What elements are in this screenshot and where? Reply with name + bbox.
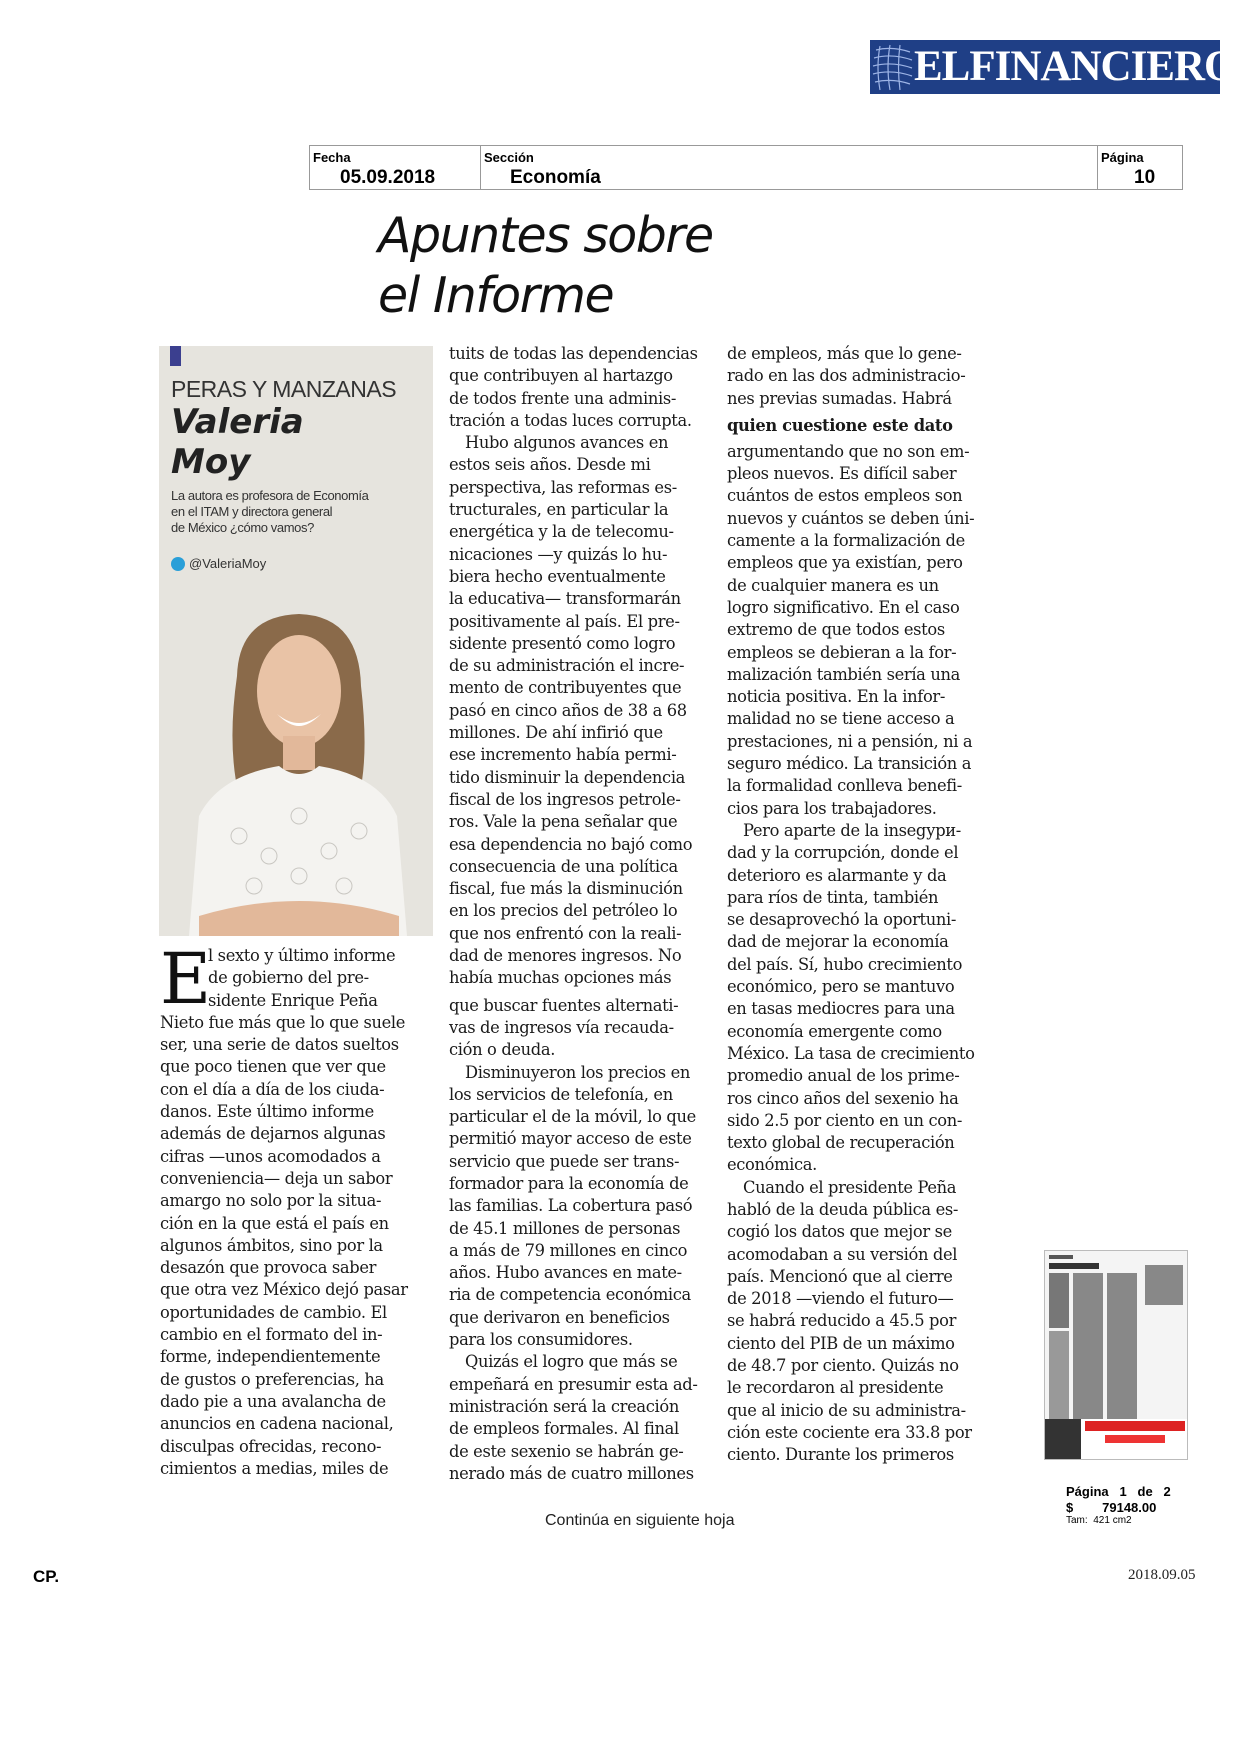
article-line: perspectiva, las reformas es-	[449, 477, 677, 497]
article-line: que poco tienen que ver que	[160, 1057, 386, 1077]
article-line: particular el de la móvil, lo que	[449, 1107, 696, 1127]
article-line: logro significativo. En el caso	[727, 597, 960, 617]
article-line: rado en las dos administracio-	[727, 366, 966, 386]
article-line: malización también sería una	[727, 664, 960, 684]
article-line: servicio que puede ser trans-	[449, 1151, 680, 1171]
page-count: Página 1 de 2	[1066, 1484, 1171, 1499]
twitter-handle-text: @ValeriaMoy	[189, 556, 267, 571]
article-line: cios para los trabajadores.	[727, 798, 937, 818]
article-line: ciento del PIB de un máximo	[727, 1333, 955, 1353]
article-line: extremo de que todos estos	[727, 620, 945, 640]
article-line: danos. Este último informe	[160, 1102, 374, 1122]
article-line: años. Hubo avances en mate-	[449, 1263, 682, 1283]
column-2-part-1	[449, 343, 698, 990]
article-line: tructurales, en particular la	[449, 500, 669, 520]
article-line: mento de contribuyentes que	[449, 678, 682, 698]
column-3-part-2	[727, 441, 975, 1467]
article-line: que buscar fuentes alternati-	[449, 995, 679, 1015]
article-line: de 48.7 por ciento. Quizás no	[727, 1356, 959, 1376]
author-name	[171, 402, 431, 482]
article-line: los servicios de telefonía, en	[449, 1084, 673, 1104]
fecha-value: 05.09.2018	[340, 167, 436, 188]
article-line: de 45.1 millones de personas	[449, 1218, 681, 1238]
article-line: vas de ingresos vía recauda-	[449, 1017, 674, 1037]
article-line: conveniencia— deja un sabor	[160, 1168, 393, 1188]
article-line: Nieto fue más que lo que suele	[160, 1012, 406, 1032]
column-section-name: PERAS Y MANZANAS	[171, 376, 397, 402]
article-line: tido disminuir la dependencia	[449, 767, 686, 787]
article-line: de empleos, más que lo gene-	[727, 344, 962, 363]
article-line: cogió los datos que mejor se	[727, 1222, 952, 1242]
logo-text: ELFINANCIERO	[914, 43, 1237, 90]
article-line: para los consumidores.	[449, 1330, 633, 1350]
article-line: además de dejarnos algunas	[160, 1124, 386, 1144]
article-line: la formalidad conlleva benefi-	[727, 776, 962, 796]
headline-line-1: Apuntes sobre	[378, 207, 713, 264]
article-line: de su administración el incre-	[449, 656, 685, 676]
article-line: fiscal de los ingresos petrole-	[449, 789, 681, 809]
article-line: desazón que provoca saber	[160, 1258, 377, 1278]
article-line: ción o deuda.	[449, 1040, 556, 1060]
article-line: país. Mencionó que al cierre	[727, 1266, 953, 1286]
article-line: de empleos formales. Al final	[449, 1419, 679, 1439]
article-line: energética y la de telecomu-	[449, 522, 674, 542]
article-line: Cuando el presidente Peña	[743, 1177, 957, 1197]
article-column-2	[449, 343, 698, 1485]
article-line: l sexto y último informe	[208, 946, 396, 965]
article-line: nicaciones —y quizás lo hu-	[449, 544, 668, 564]
article-line: camente a la formalización de	[727, 531, 965, 551]
fecha-cell	[310, 146, 481, 189]
article-line: oportunidades de cambio. El	[160, 1302, 387, 1322]
article-column-1	[160, 938, 408, 1480]
article-line: se desaprovechó la oportuni-	[727, 910, 957, 930]
continua-label: Continúa en siguiente hoja	[545, 1512, 735, 1529]
article-line: de 2018 —viendo el futuro—	[727, 1289, 954, 1309]
ad-value: $ 79148.00	[1066, 1500, 1157, 1515]
author-photo	[159, 586, 433, 936]
article-line: ese incremento había permi-	[449, 745, 677, 765]
seccion-value: Economía	[510, 167, 601, 188]
article-line: a más de 79 millones en cinco	[449, 1240, 688, 1260]
article-line: ciento. Durante los primeros	[727, 1445, 954, 1465]
article-line: había muchas opciones más	[449, 968, 672, 988]
article-line: en tasas mediocres para una	[727, 999, 955, 1019]
article-line: sidente presentó como logro	[449, 633, 676, 653]
seccion-label: Sección	[484, 150, 534, 165]
article-line: forme, independientemente	[160, 1347, 381, 1367]
author-name-line-1: Valeria	[171, 402, 304, 442]
article-line: que otra vez México dejó pasar	[160, 1280, 408, 1300]
column-2-part-2	[449, 995, 698, 1486]
article-line: biera hecho eventualmente	[449, 566, 666, 586]
article-line: habló de la deuda pública es-	[727, 1199, 959, 1219]
globe-icon	[870, 40, 914, 94]
pagina-value: 10	[1134, 167, 1156, 188]
article-line: economía emergente como	[727, 1021, 942, 1041]
article-line: deterioro es alarmante y da	[727, 865, 947, 885]
article-line: sidente Enrique Peña	[208, 990, 378, 1010]
article-line: pleos nuevos. Es difícil saber	[727, 464, 957, 484]
article-line: para ríos de tinta, también	[727, 887, 939, 907]
twitter-icon	[171, 557, 185, 571]
article-line: nuevos y cuántos se deben úni-	[727, 508, 975, 528]
footer-date: 2018.09.05	[1128, 1567, 1196, 1583]
column-3-part-1	[727, 343, 975, 410]
article-line: empeñará en presumir esta ad-	[449, 1374, 698, 1394]
article-line: Hubo algunos avances en	[465, 433, 669, 453]
article-line: esa dependencia no bajó como	[449, 834, 693, 854]
article-line: ministración será la creación	[449, 1396, 679, 1416]
article-line: de gustos o preferencias, ha	[160, 1369, 384, 1389]
twitter-handle	[171, 556, 266, 571]
article-line: dado pie a una avalancha de	[160, 1391, 386, 1411]
article-line: económico, pero se mantuvo	[727, 977, 955, 997]
headline	[378, 206, 798, 326]
article-line: dad y la corrupción, donde el	[727, 843, 959, 863]
article-line: empleos que ya existían, pero	[727, 553, 963, 573]
article-line: ros. Vale la pena señalar que	[449, 812, 678, 832]
article-line: pasó en cinco años de 38 a 68	[449, 700, 687, 720]
article-line: las familias. La cobertura pasó	[449, 1196, 693, 1216]
pagina-cell	[1098, 146, 1182, 189]
drop-cap: E	[160, 938, 212, 1020]
article-line: que nos enfrentó con la reali-	[449, 923, 682, 943]
article-line: tración a todas luces corrupta.	[449, 410, 692, 430]
article-line: que al inicio de su administra-	[727, 1400, 966, 1420]
author-bio-line: en el ITAM y directora general	[171, 504, 333, 519]
author-bio-line: de México ¿cómo vamos?	[171, 520, 314, 535]
article-line: prestaciones, ni a pensión, ni a	[727, 731, 973, 751]
article-line: formador para la economía de	[449, 1173, 689, 1193]
author-bio	[171, 488, 411, 536]
seccion-cell	[481, 146, 1098, 189]
article-line: promedio anual de los prime-	[727, 1066, 960, 1086]
article-line: la educativa— transformarán	[449, 589, 681, 609]
article-line: Quizás el logro que más se	[465, 1352, 678, 1372]
article-line: cifras —unos acomodados a	[160, 1146, 381, 1166]
author-bio-line: La autora es profesora de Economía	[171, 488, 369, 503]
article-line: disculpas ofrecidas, recono-	[160, 1436, 382, 1456]
article-line: económica.	[727, 1155, 817, 1175]
article-line: sido 2.5 por ciento en un con-	[727, 1110, 963, 1130]
article-line: anuncios en cadena nacional,	[160, 1414, 394, 1434]
article-line: de todos frente una adminis-	[449, 388, 676, 408]
article-line: acomodaban a su versión del	[727, 1244, 958, 1264]
author-name-line-2: Moy	[171, 442, 251, 482]
article-line: ser, una serie de datos sueltos	[160, 1035, 399, 1055]
article-line: amargo no solo por la situa-	[160, 1191, 382, 1211]
article-line: fiscal, fue más la disminución	[449, 879, 683, 899]
article-line: algunos ámbitos, sino por la	[160, 1235, 383, 1255]
headline-line-2: el Informe	[378, 267, 614, 324]
article-line: de gobierno del pre-	[208, 968, 369, 988]
article-line: seguro médico. La transición a	[727, 754, 972, 774]
page-info	[1066, 1484, 1196, 1526]
article-line: positivamente al país. El pre-	[449, 611, 680, 631]
article-line: ria de competencia económica	[449, 1285, 691, 1305]
pagina-label: Página	[1101, 150, 1144, 165]
article-line: que derivaron en beneficios	[449, 1307, 670, 1327]
article-line: en los precios del petróleo lo	[449, 901, 678, 921]
article-line: ción en la que está el país en	[160, 1213, 389, 1233]
article-line: texto global de recuperación	[727, 1133, 955, 1153]
article-line: nes previas sumadas. Habrá	[727, 388, 952, 408]
article-line: de cualquier manera es un	[727, 575, 939, 595]
article-line: permitió mayor acceso de este	[449, 1129, 692, 1149]
article-line: tuits de todas las dependencias	[449, 344, 698, 363]
article-line: consecuencia de una política	[449, 856, 678, 876]
article-line: México. La tasa de crecimiento	[727, 1043, 975, 1063]
bookmark-icon	[170, 346, 181, 366]
article-line: empleos se debieran a la for-	[727, 642, 957, 662]
article-line: de este sexenio se habrán ge-	[449, 1441, 684, 1461]
article-line: malidad no se tiene acceso a	[727, 709, 955, 729]
article-line: dad de mejorar la economía	[727, 932, 949, 952]
article-line: argumentando que no son em-	[727, 441, 970, 461]
article-line: cambio en el formato del in-	[160, 1325, 383, 1345]
pull-text: quien cuestione este dato	[727, 415, 953, 435]
article-line: nerado más de cuatro millones	[449, 1463, 694, 1483]
el-financiero-logo	[870, 40, 1237, 94]
article-line: millones. De ahí infirió que	[449, 723, 663, 743]
article-column-3	[727, 343, 975, 1467]
page-thumbnail	[1044, 1250, 1188, 1460]
article-line: ros cinco años del sexenio ha	[727, 1088, 959, 1108]
article-line: del país. Sí, hubo crecimiento	[727, 954, 963, 974]
article-line: se habrá reducido a 45.5 por	[727, 1311, 957, 1331]
article-line: ción este cociente era 33.8 por	[727, 1422, 972, 1442]
article-line: con el día a día de los ciuda-	[160, 1079, 385, 1099]
article-line: cimientos a medias, miles de	[160, 1458, 389, 1478]
author-panel	[159, 346, 433, 936]
article-line: dad de menores ingresos. No	[449, 946, 682, 966]
article-line: Pero aparte de la insegури-	[743, 820, 961, 840]
size-value: Tam: 421 cm2	[1066, 1515, 1132, 1526]
fecha-label: Fecha	[313, 150, 351, 165]
article-line: estos seis años. Desde mi	[449, 455, 651, 475]
article-line: cuántos de estos empleos son	[727, 486, 963, 506]
article-line: que contribuyen al hartazgo	[449, 366, 673, 386]
cp-mark: CP.	[33, 1567, 60, 1586]
article-line: Disminuyeron los precios en	[465, 1062, 691, 1082]
info-bar	[309, 145, 1183, 190]
article-line: le recordaron al presidente	[727, 1378, 944, 1398]
article-line: noticia positiva. En la infor-	[727, 687, 945, 707]
